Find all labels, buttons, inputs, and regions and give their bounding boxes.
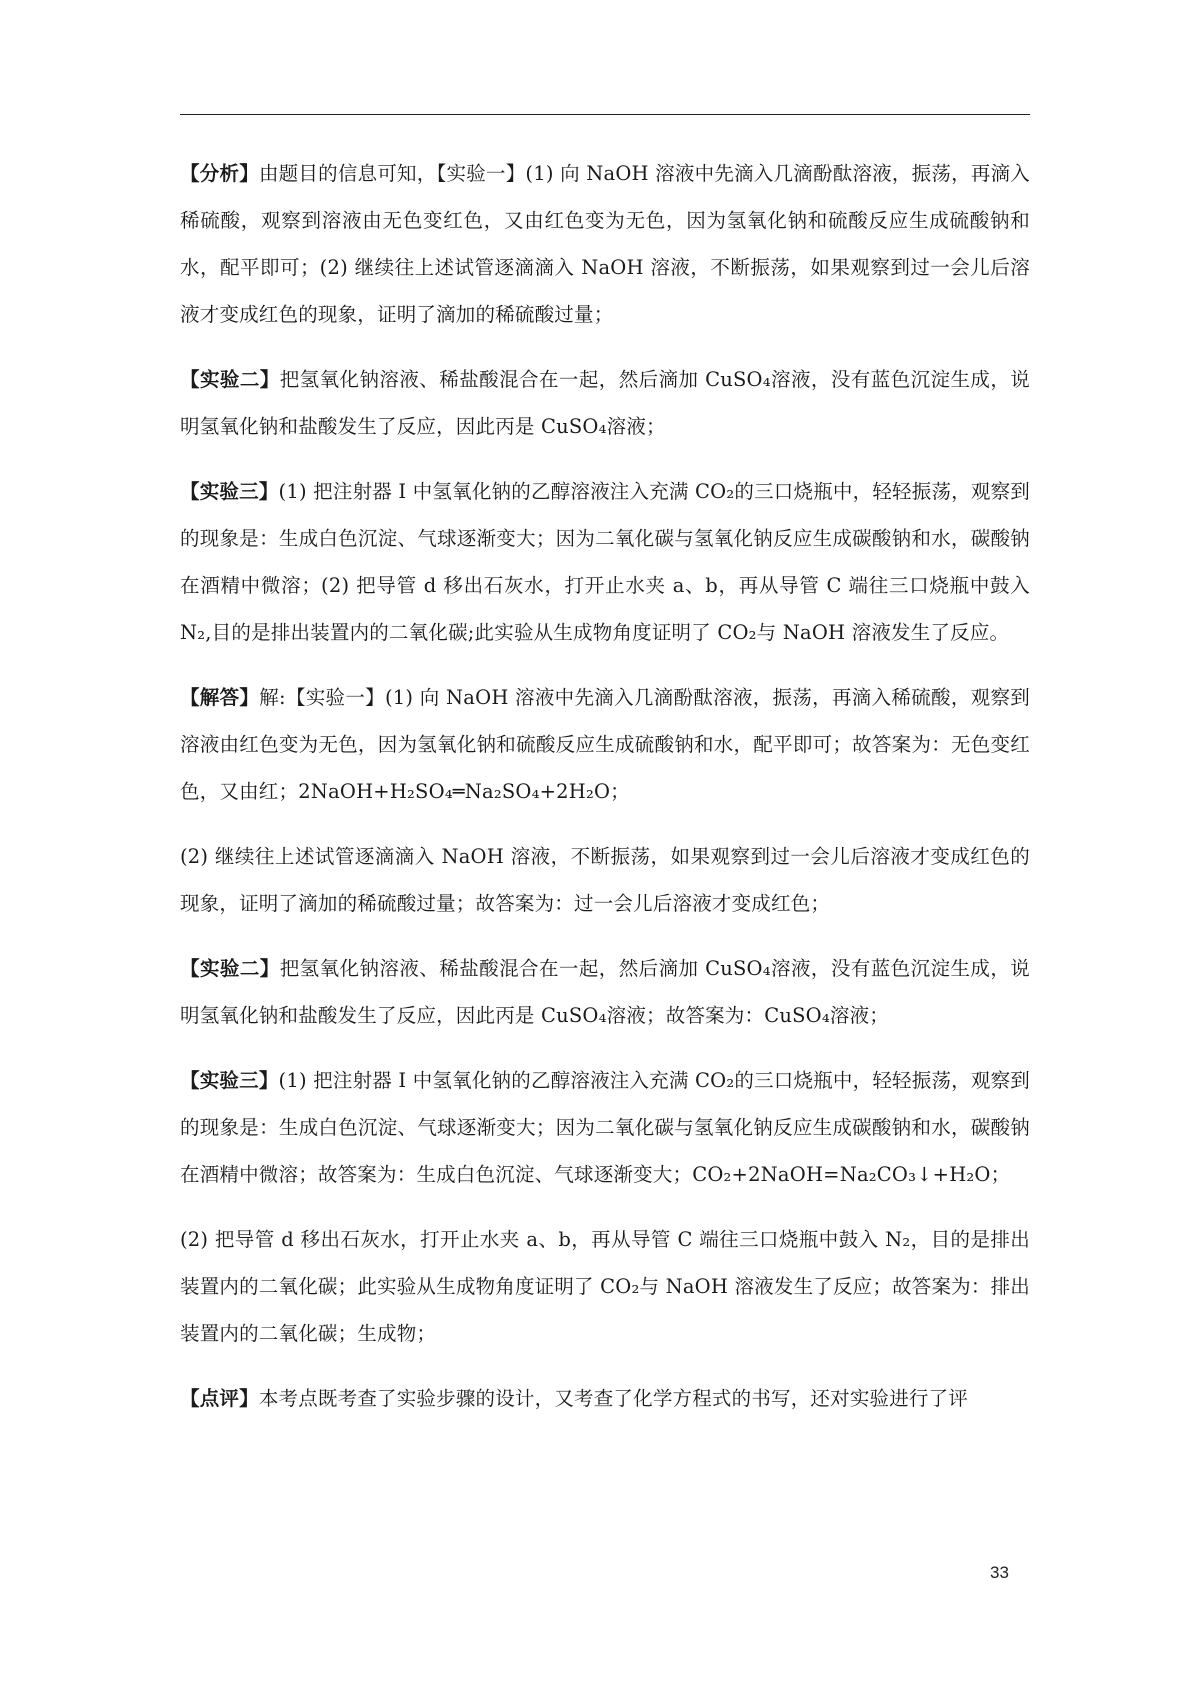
paragraph-text: (2) 继续往上述试管逐滴滴入 NaOH 溶液，不断振荡，如果观察到过一会儿后溶液才变成红色的现象，证明了滴加的稀硫酸过量；故答案为：过一会儿后溶液才变成红色；	[180, 845, 1030, 915]
paragraph-experiment-three	[180, 468, 1030, 656]
paragraph-text: 把氢氧化钠溶液、稀盐酸混合在一起，然后滴加 CuSO₄溶液，没有蓝色沉淀生成，说明氢氧化钠和盐酸发生了反应，因此丙是 CuSO₄溶液；故答案为：CuSO₄溶液；	[180, 957, 1030, 1027]
paragraph-text: 把氢氧化钠溶液、稀盐酸混合在一起，然后滴加 CuSO₄溶液，没有蓝色沉淀生成，说明氢氧化钠和盐酸发生了反应，因此丙是 CuSO₄溶液；	[180, 368, 1030, 438]
paragraph-text: 由题目的信息可知，【实验一】(1) 向 NaOH 溶液中先滴入几滴酚酞溶液，振荡，再滴入稀硫酸，观察到溶液由无色变红色，又由红色变为无色，因为氢氧化钠和硫酸反应生成硫酸钠和水，配平即可；(2) 继续往上述试管逐滴滴入 NaOH 溶液，不断振荡，如果观察到过一会儿后溶液才变成红色的现象，证明了滴加的稀硫酸过量；	[180, 162, 1030, 326]
paragraph-tag: 【实验二】	[180, 368, 280, 391]
paragraph-tag: 【实验三】	[180, 1069, 279, 1092]
paragraph-tag: 【实验三】	[180, 480, 279, 503]
paragraph-answer-experiment-three-part-two	[180, 1216, 1030, 1357]
paragraph-answer-experiment-two	[180, 945, 1030, 1039]
paragraph-text: 本考点既考查了实验步骤的设计，又考查了化学方程式的书写，还对实验进行了评	[258, 1387, 969, 1410]
paragraph-tag: 【分析】	[180, 162, 259, 185]
paragraph-text: (1) 把注射器 I 中氢氧化钠的乙醇溶液注入充满 CO₂的三口烧瓶中，轻轻振荡，观察到的现象是：生成白色沉淀、气球逐渐变大；因为二氧化碳与氢氧化钠反应生成碳酸钠和水，碳酸钠在酒精中微溶；故答案为：生成白色沉淀、气球逐渐变大；CO₂+2NaOH=Na₂CO₃↓+H₂O；	[180, 1069, 1030, 1186]
paragraph-analysis	[180, 150, 1030, 338]
paragraph-text: (1) 把注射器 I 中氢氧化钠的乙醇溶液注入充满 CO₂的三口烧瓶中，轻轻振荡，观察到的现象是：生成白色沉淀、气球逐渐变大；因为二氧化碳与氢氧化钠反应生成碳酸钠和水，碳酸钠在酒精中微溶；(2) 把导管 d 移出石灰水，打开止水夹 a、b，再从导管 C 端往三口烧瓶中鼓入 N₂,目的是排出装置内的二氧化碳;此实验从生成物角度证明了 CO₂与 NaOH 溶液发生了反应。	[180, 480, 1030, 644]
paragraph-answer-part-two	[180, 833, 1030, 927]
page-number: 33	[990, 1563, 1009, 1582]
paragraph-comment	[180, 1375, 1030, 1422]
paragraph-answer	[180, 674, 1030, 815]
paragraph-answer-experiment-three	[180, 1057, 1030, 1198]
paragraph-text: (2) 把导管 d 移出石灰水，打开止水夹 a、b，再从导管 C 端往三口烧瓶中鼓入 N₂，目的是排出装置内的二氧化碳；此实验从生成物角度证明了 CO₂与 NaOH 溶液发生了反应；故答案为：排出装置内的二氧化碳；生成物；	[180, 1228, 1030, 1345]
header-rule	[180, 114, 1030, 115]
paragraph-tag: 【点评】	[180, 1387, 259, 1410]
paragraph-experiment-two	[180, 356, 1030, 450]
paragraph-tag: 【解答】	[180, 686, 260, 709]
paragraph-text: 解:【实验一】(1) 向 NaOH 溶液中先滴入几滴酚酞溶液，振荡，再滴入稀硫酸，观察到溶液由红色变为无色，因为氢氧化钠和硫酸反应生成硫酸钠和水，配平即可；故答案为：无色变红色，又由红；2NaOH+H₂SO₄═Na₂SO₄+2H₂O；	[180, 686, 1030, 803]
document-body	[180, 150, 1030, 1440]
paragraph-tag: 【实验二】	[180, 957, 280, 980]
